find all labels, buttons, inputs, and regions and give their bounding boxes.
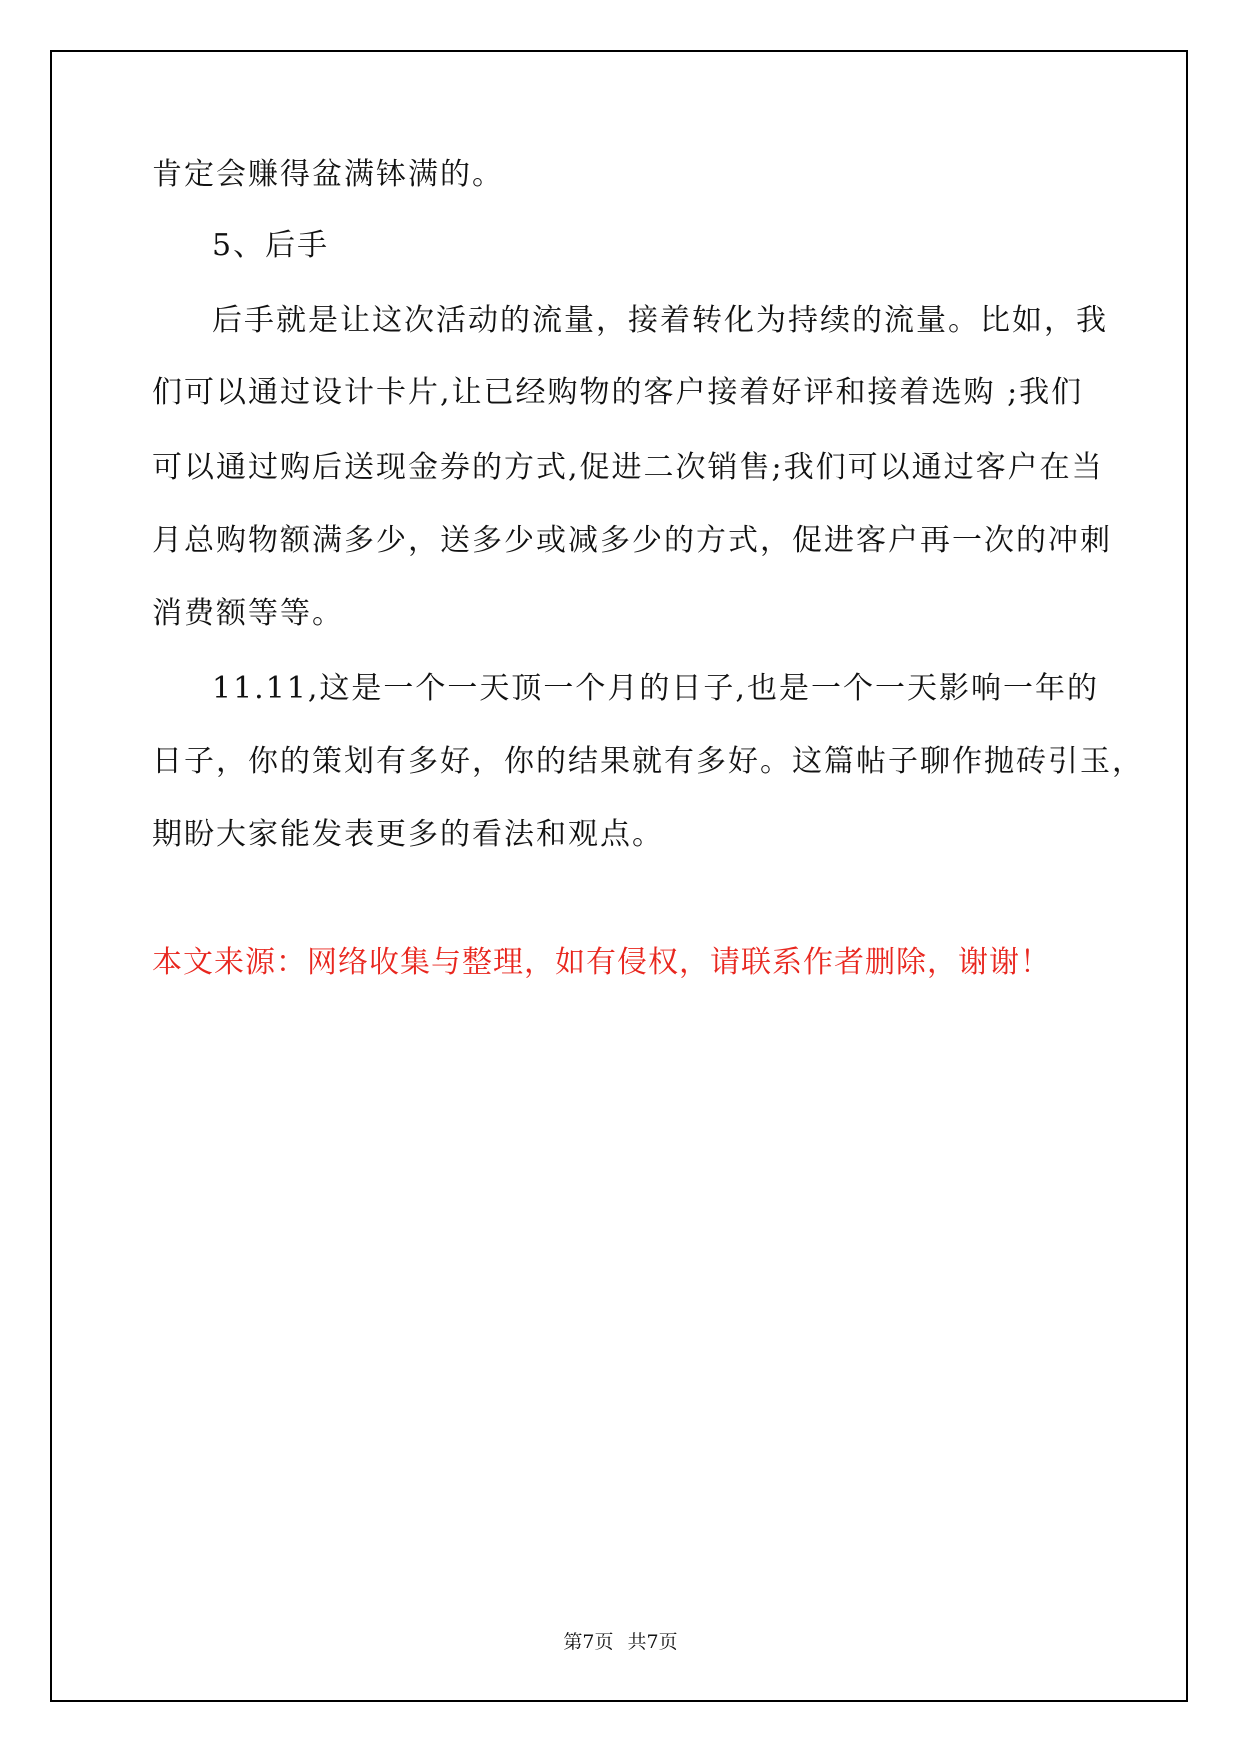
page-footer xyxy=(0,1630,1241,1654)
paragraph-line: 期盼大家能发表更多的看法和观点。 xyxy=(152,817,664,852)
paragraph-line: 可以通过购后送现金券的方式,促进二次销售;我们可以通过客户在当 xyxy=(152,450,1104,485)
total-pages: 共7页 xyxy=(627,1631,678,1653)
source-note: 本文来源：网络收集与整理，如有侵权，请联系作者删除，谢谢！ xyxy=(152,945,1051,980)
section-heading: 5、后手 xyxy=(212,228,330,263)
paragraph-line: 后手就是让这次活动的流量，接着转化为持续的流量。比如，我 xyxy=(212,303,1108,338)
paragraph-line: 们可以通过设计卡片,让已经购物的客户接着好评和接着选购 ;我们 xyxy=(152,375,1084,410)
paragraph-line: 消费额等等。 xyxy=(152,596,344,631)
page-border xyxy=(50,50,1188,1702)
paragraph-line: 11.11,这是一个一天顶一个月的日子,也是一个一天影响一年的 xyxy=(212,671,1099,706)
paragraph-line: 日子，你的策划有多好，你的结果就有多好。这篇帖子聊作抛砖引玉， xyxy=(152,744,1144,779)
current-page-number: 第7页 xyxy=(563,1631,614,1653)
paragraph-line: 月总购物额满多少，送多少或减多少的方式，促进客户再一次的冲刺 xyxy=(152,523,1112,558)
paragraph-line: 肯定会赚得盆满钵满的。 xyxy=(152,157,504,192)
